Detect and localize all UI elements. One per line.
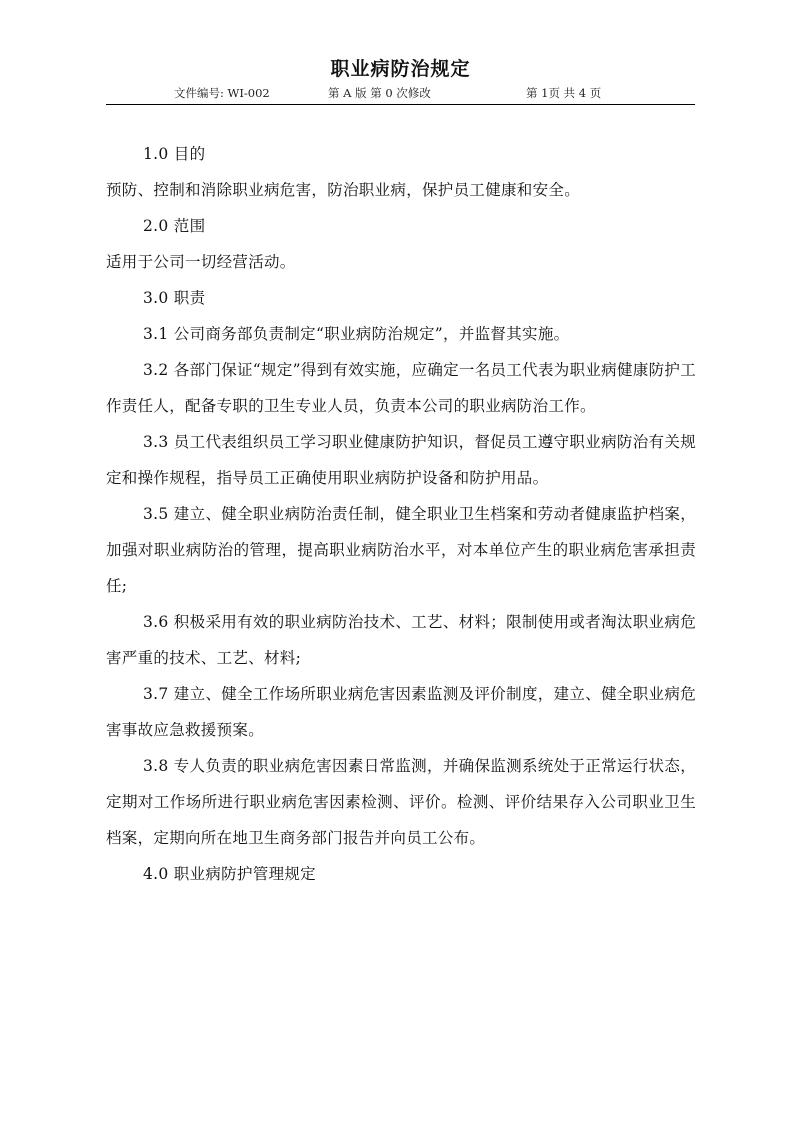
clause-3-7: 3.7 建立、健全工作场所职业病危害因素监测及评价制度，建立、健全职业病危害事故应急救援预案。 xyxy=(106,685,696,739)
section-heading-responsibilities: 3.0 职责 xyxy=(143,289,206,307)
clause-3-6: 3.6 积极采用有效的职业病防治技术、工艺、材料；限制使用或者淘汰职业病危害严重的技术、工艺、材料; xyxy=(106,613,696,667)
page-header xyxy=(106,56,695,105)
document-title: 职业病防治规定 xyxy=(330,58,471,80)
section-body-purpose: 预防、控制和消除职业病危害，防治职业病，保护员工健康和安全。 xyxy=(106,181,581,199)
clause-3-8: 3.8 专人负责的职业病危害因素日常监测，并确保监测系统处于正常运行状态，定期对工作场所进行职业病危害因素检测、评价。检测、评价结果存入公司职业卫生档案，定期向所在地卫生商务部门报告并向员工公布。 xyxy=(106,757,696,847)
clause-3-1: 3.1 公司商务部负责制定“职业病防治规定”，并监督其实施。 xyxy=(143,325,570,343)
clause-3-5: 3.5 建立、健全职业病防治责任制，健全职业卫生档案和劳动者健康监护档案，加强对职业病防治的管理，提高职业病防治水平，对本单位产生的职业病危害承担责任; xyxy=(106,505,696,595)
page-indicator: 第 1页 共 4 页 xyxy=(526,86,602,100)
document-version: 第 A 版 第 0 次修改 xyxy=(328,86,431,100)
section-heading-scope: 2.0 范围 xyxy=(143,217,206,235)
clause-3-3: 3.3 员工代表组织员工学习职业健康防护知识，督促员工遵守职业病防治有关规定和操作规程，指导员工正确使用职业病防护设备和防护用品。 xyxy=(106,433,696,487)
document-number: 文件编号: WI-002 xyxy=(174,86,270,100)
document-body xyxy=(106,136,696,892)
section-heading-purpose: 1.0 目的 xyxy=(143,145,206,163)
document-meta-row xyxy=(106,84,695,102)
clause-3-2: 3.2 各部门保证“规定”得到有效实施，应确定一名员工代表为职业病健康防护工作责任人，配备专职的卫生专业人员，负责本公司的职业病防治工作。 xyxy=(106,361,696,415)
section-heading-protection-rules: 4.0 职业病防护管理规定 xyxy=(143,865,316,883)
section-body-scope: 适用于公司一切经营活动。 xyxy=(106,253,296,271)
